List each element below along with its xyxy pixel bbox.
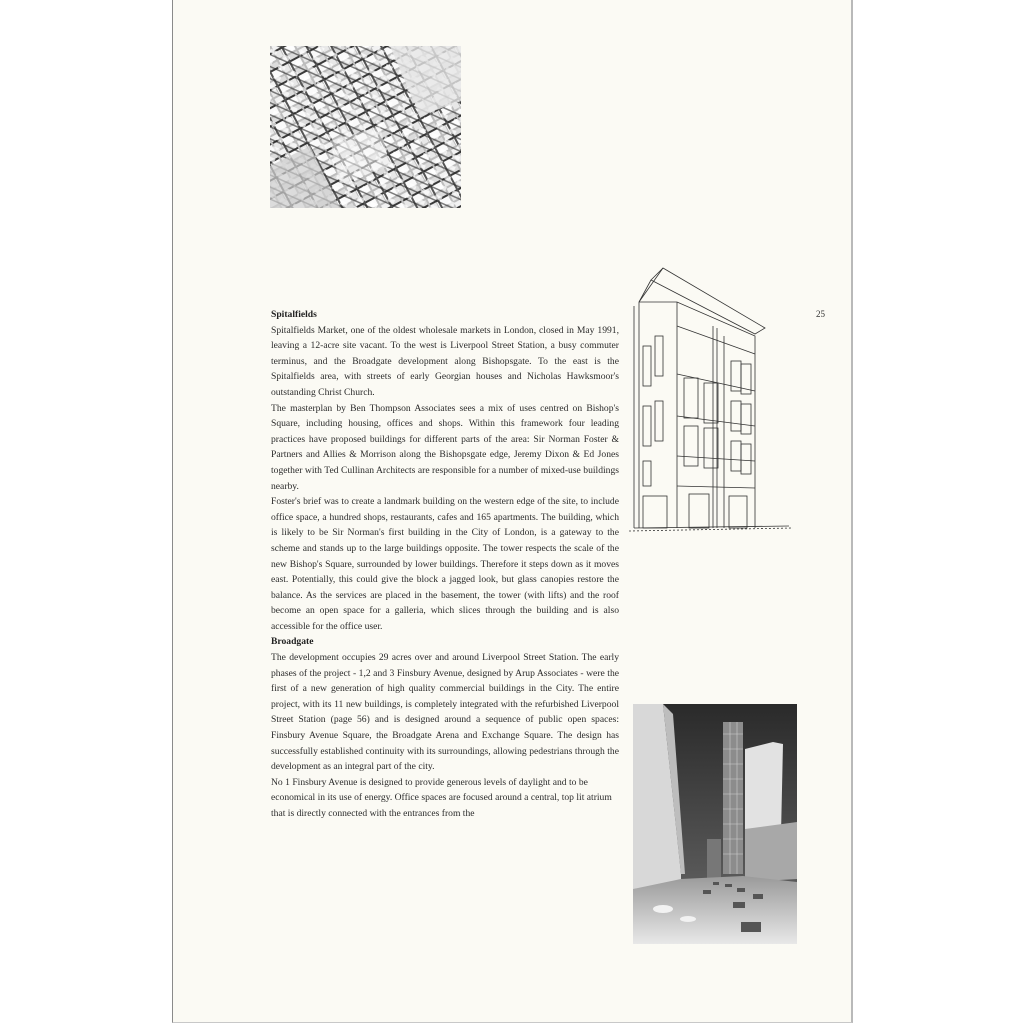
section-heading-broadgate: Broadgate <box>271 636 314 648</box>
article-text <box>271 307 619 822</box>
paragraph: The development occupies 29 acres over and around Liverpool Street Station. The early phases of the project - 1,2 and 3 Finsbury Avenue, designed by Arup Associates - were the first of a new generation of high quality commercial buildings in the City. The entire project, with its 11 new buildings, is completely integrated with the refurbished Liverpool Street Station (page 56) and is designed around a sequence of public open spaces: Finsbury Avenue Square, the Broadgate Arena and Exchange Square. The design has successfully established continuity with its surroundings, allowing pedestrians through the development as an integral part of the city. <box>271 652 619 773</box>
book-page <box>172 0 853 1023</box>
paragraph: The masterplan by Ben Thompson Associates sees a mix of uses centred on Bishop's Square, including housing, offices and shops. Within this framework four leading practices have proposed buildings for different parts of the area: Sir Norman Foster & Partners and Allies & Morrison along the Bishopsgate edge, Jeremy Dixon & Ed Jones together with Ted Cullinan Architects are responsible for a number of mixed-use buildings nearby. <box>271 402 619 492</box>
paragraph: No 1 Finsbury Avenue is designed to provide generous levels of daylight and to be economical in its use of energy. Office spaces are focused around a central, top lit atrium that is directly connected with the entrances from the <box>271 776 612 819</box>
aerial-city-model-photo <box>270 46 461 208</box>
broadgate-street-model-photo <box>633 704 797 944</box>
page-number: 25 <box>816 309 825 319</box>
section-heading-spitalfields: Spitalfields <box>271 309 317 320</box>
tower-elevation-drawing <box>629 266 793 536</box>
paragraph: Spitalfields Market, one of the oldest wholesale markets in London, closed in May 1991, leaving a 12-acre site vacant. To the west is Liverpool Street Station, a busy commuter terminus, and the Broadgate development along Bishopsgate. To the east is the Spitalfields area, with streets of early Georgian houses and Nicholas Hawksmoor's outstanding Christ Church. <box>271 324 619 398</box>
paragraph: Foster's brief was to create a landmark building on the western edge of the site, to include office space, a hundred shops, restaurants, cafes and 165 apartments. The building, which is likely to be Sir Norman's first building in the City of London, is a gateway to the scheme and stands up to the large buildings opposite. The tower respects the scale of the new Bishop's Square, surrounded by lower buildings. Therefore it steps down as it moves east. Potentially, this could give the block a jagged look, but glass canopies restore the balance. As the services are placed in the basement, the tower (with lifts) and the roof become an open space for a galleria, which slices through the building and is also accessible for the office user. <box>271 496 619 632</box>
